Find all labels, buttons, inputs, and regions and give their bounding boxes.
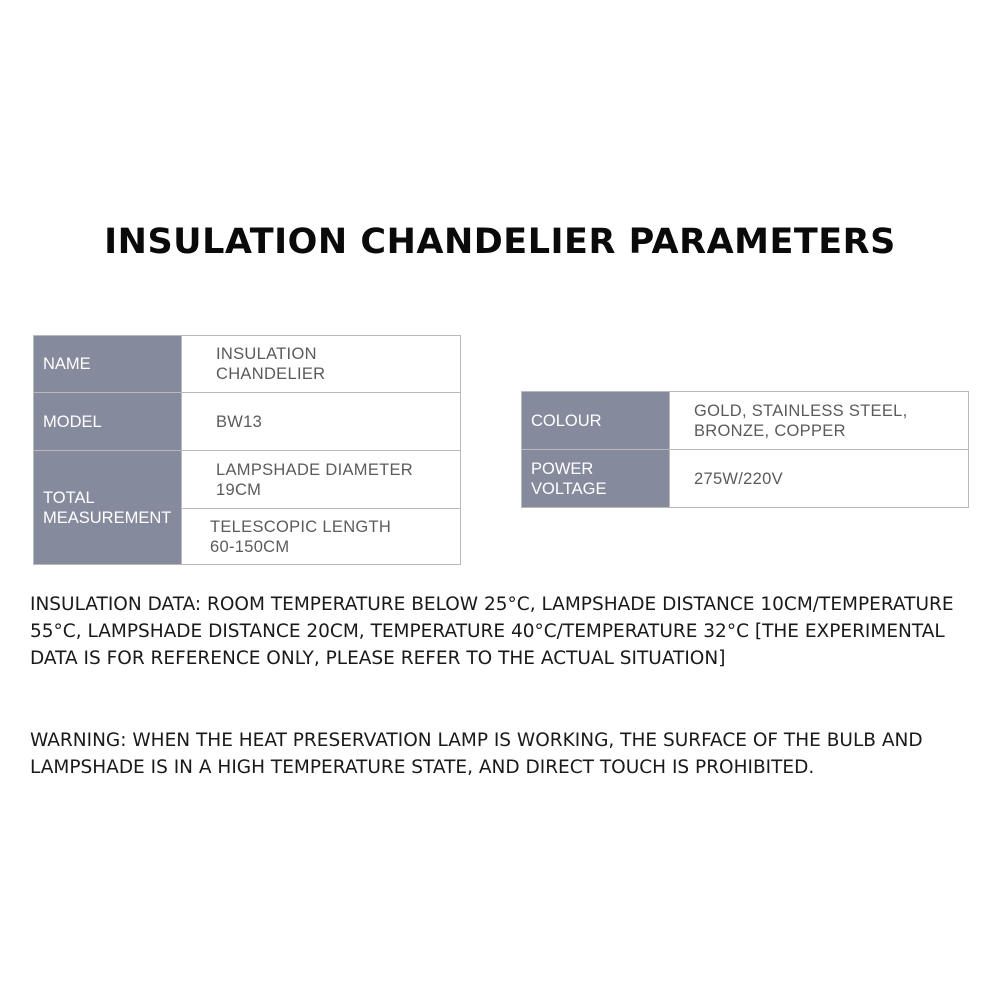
table-row-name <box>34 336 461 393</box>
warning-note: WARNING: WHEN THE HEAT PRESERVATION LAMP IS WORKING, THE SURFACE OF THE BULB AND LAMPSHADE IS IN A HIGH TEMPERATURE STATE, AND DIRECT TOUCH IS PROHIBITED. <box>30 730 923 778</box>
value-model <box>182 393 461 451</box>
table-row-measurement <box>34 451 461 509</box>
label-power-voltage <box>522 450 670 508</box>
label-colour-text: COLOUR <box>531 411 602 430</box>
value-colour-text: GOLD, STAINLESS STEEL, BRONZE, COPPER <box>694 401 908 440</box>
value-telescopic-length-text: TELESCOPIC LENGTH 60-150CM <box>210 517 392 556</box>
table-row-colour <box>522 392 969 450</box>
insulation-data-note: INSULATION DATA: ROOM TEMPERATURE BELOW 25°C, LAMPSHADE DISTANCE 10CM/TEMPERATURE 55°C, LAMPSHADE DISTANCE 20CM, TEMPERATURE 40°C/TEMPERATURE 32°C [THE EXPERIMENTAL DATA IS FOR REFERENCE ONLY, PLEASE REFER TO THE ACTUAL SITUATION] <box>30 594 954 669</box>
label-power-voltage-text: POWER VOLTAGE <box>531 459 607 498</box>
label-name-text: NAME <box>43 355 91 373</box>
value-telescopic-length <box>182 509 461 565</box>
label-total-measurement-text: TOTAL MEASUREMENT <box>43 488 172 527</box>
value-power-voltage <box>670 450 969 508</box>
value-lampshade-diameter-text: LAMPSHADE DIAMETER 19CM <box>216 460 414 499</box>
label-model-text: MODEL <box>43 412 102 431</box>
page-title: INSULATION CHANDELIER PARAMETERS <box>104 222 896 262</box>
value-colour <box>670 392 969 450</box>
label-colour <box>522 392 670 450</box>
parameters-table-right <box>521 391 969 508</box>
table-row-power <box>522 450 969 508</box>
label-name <box>34 336 182 393</box>
value-power-voltage-text: 275W/220V <box>694 469 783 488</box>
value-name-text: INSULATION CHANDELIER <box>216 345 326 383</box>
parameters-table-left <box>33 335 461 565</box>
value-name <box>182 336 461 393</box>
value-model-text: BW13 <box>216 412 263 431</box>
label-model <box>34 393 182 451</box>
value-lampshade-diameter <box>182 451 461 509</box>
table-row-model <box>34 393 461 451</box>
label-total-measurement <box>34 451 182 565</box>
